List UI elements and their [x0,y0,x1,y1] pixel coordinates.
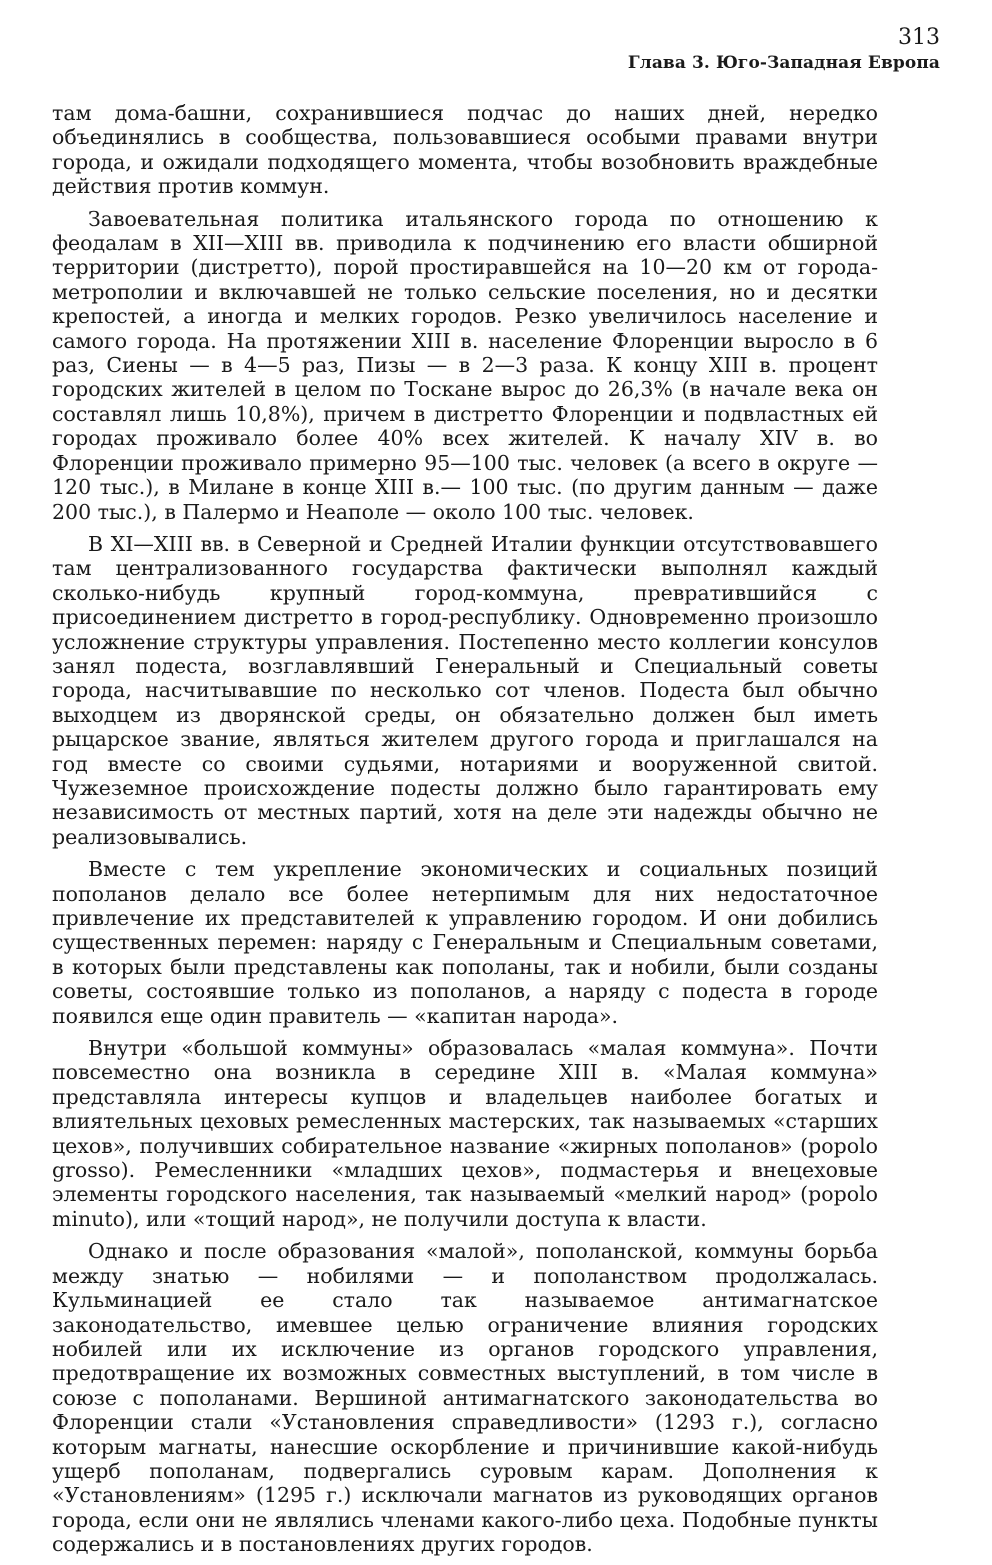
paragraph-2: Завоевательная политика итальянского города по отношению к феодалам в XII—XIII вв. приводила к подчинению его власти обширной территории (дистретто), порой простиравшейся на 10—20 км от города-метрополии и включавшей не только сельские поселения, но и десятки крепостей, а иногда и мелких городов. Резко увеличилось население и самого города. На протяжении XIII в. население Флоренции выросло в 6 раз, Сиены — в 4—5 раз, Пизы — в 2—3 раза. К концу XIII в. процент городских жителей в целом по Тоскане вырос до 26,3% (в начале века он составлял лишь 10,8%), причем в дистретто Флоренции и подвластных ей городах проживало более 40% всех жителей. К началу XIV в. во Флоренции проживало примерно 95—100 тыс. человек (а всего в округе — 120 тыс.), в Милане в конце XIII в.— 100 тыс. (по другим данным — даже 200 тыс.), в Палермо и Неаполе — около 100 тыс. человек. [52,206,878,524]
body-text [52,101,878,1565]
book-page [52,0,940,1557]
running-head: Глава 3. Юго-Западная Европа [627,53,940,73]
paragraph-4: Вместе с тем укрепление экономических и социальных позиций пополанов делало все более нетерпимым для них недостаточное привлечение их представителей к управлению городом. И они добились существенных перемен: наряду с Генеральным и Специальным советами, в которых были представлены как пополаны, так и нобили, были созданы советы, состоявшие только из пополанов, а наряду с подеста в городе появился еще один правитель — «капитан народа». [52,857,878,1028]
paragraph-1: там дома-башни, сохранившиеся подчас до наших дней, нередко объединялись в сообщества, пользовавшиеся особыми правами внутри города, и ожидали подходящего момента, чтобы возобновить враждебные действия против коммун. [52,101,878,199]
paragraph-3: В XI—XIII вв. в Северной и Средней Италии функции отсутствовавшего там централизованного государства фактически выполнял каждый сколько-нибудь крупный город-коммуна, превратившийся с присоединением дистретто в город-республику. Одновременно произошло усложнение структуры управления. Постепенно место коллегии консулов занял подеста, возглавлявший Генеральный и Специальный советы города, насчитывавшие по несколько сот членов. Подеста был обычно выходцем из дворянской среды, он обязательно должен был иметь рыцарское звание, являться жителем другого города и приглашался на год вместе со своими судьями, нотариями и вооруженной свитой. Чужеземное происхождение подесты должно было гарантировать ему независимость от местных партий, хотя на деле эти надежды обычно не реализовывались. [52,531,878,849]
page-header [628,24,940,74]
paragraph-6: Однако и после образования «малой», пополанской, коммуны борьба между знатью — нобилями — и пополанством продолжалась. Кульминацией ее стало так называемое антимагнатское законодательство, имевшее целью ограничение влияния городских нобилей или их исключение из органов городского управления, предотвращение их возможных совместных выступлений, в том числе в союзе с пополанами. Вершиной антимагнатского законодательства во Флоренции стали «Установления справедливости» (1293 г.), согласно которым магнаты, нанесшие оскорбление и причинившие какой-нибудь ущерб пополанам, подвергались суровым карам. Дополнения к «Установлениям» (1295 г.) исключали магнатов из руководящих органов города, если они не являлись членами какого-либо цеха. Подобные пункты содержались и в постановлениях других городов. [52,1239,878,1557]
page-number: 313 [898,25,940,50]
paragraph-5: Внутри «большой коммуны» образовалась «малая коммуна». Почти повсеместно она возникла в середине XIII в. «Малая коммуна» представляла интересы купцов и владельцев наиболее богатых и влиятельных цеховых ремесленных мастерских, так называемых «старших цехов», получивших собирательное название «жирных пополанов» (popolo grosso). Ремесленники «младших цехов», подмастерья и внецеховые элементы городского населения, так называемый «мелкий народ» (popolo minuto), или «тощий народ», не получили доступа к власти. [52,1036,878,1231]
